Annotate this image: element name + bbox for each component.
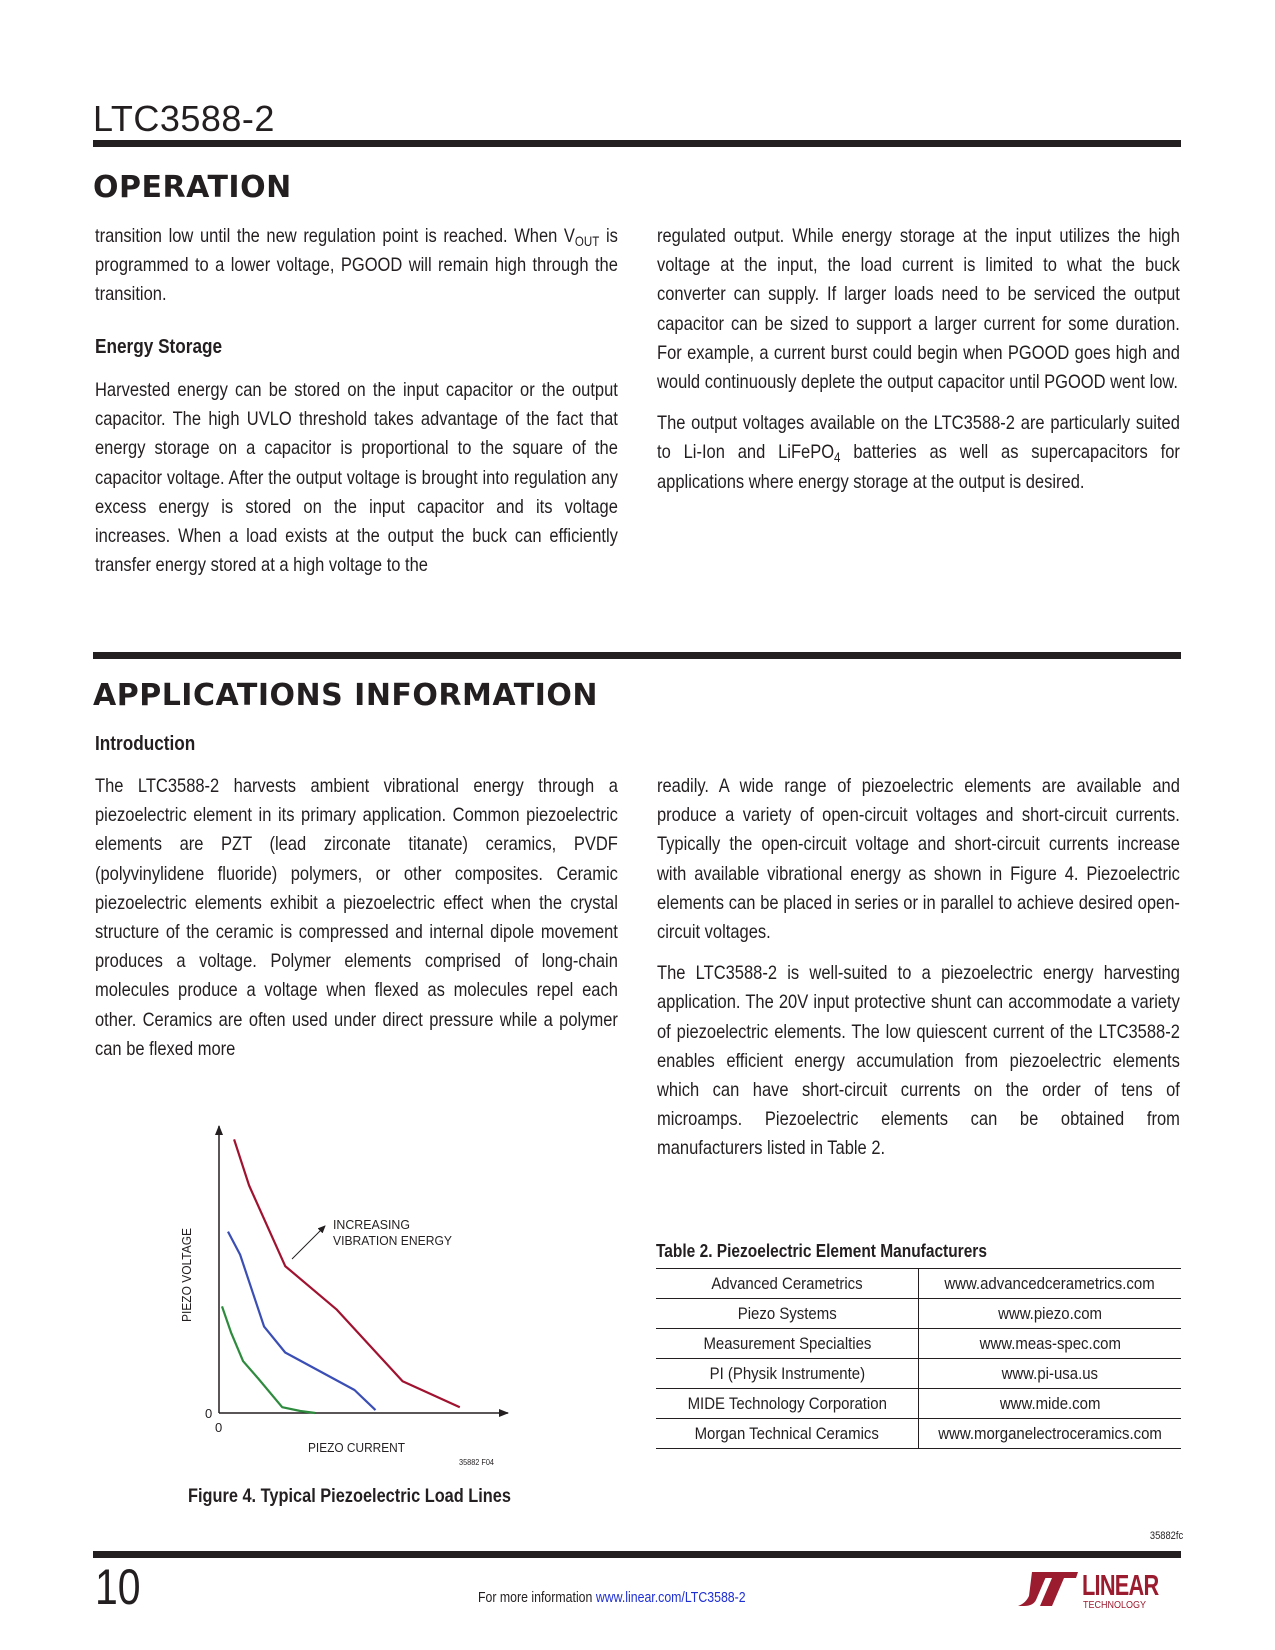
table-row [656, 1269, 1181, 1299]
manufacturer-url: www.pi-usa.us [1001, 1363, 1099, 1383]
introduction-heading: Introduction [95, 733, 196, 755]
figure-code: 35882 F04 [459, 1458, 495, 1467]
manufacturer-url: www.advancedcerametrics.com [944, 1273, 1156, 1293]
table-row [656, 1389, 1181, 1419]
applications-right-paragraph-2: The LTC3588-2 is well-suited to a piezoelectric energy harvesting application. The 20V input protective shunt can accommodate a variety of piezoelectric elements. The low quiescent current of the LTC3588-2 enables efficient energy accumulation from piezoelectric elements which can have short-circuit currents on the order of tens of microamps. Piezoelectric elements can be obtained from manufacturers listed in Table 2. [657, 963, 1180, 1160]
manufacturer-name-cell [656, 1419, 919, 1449]
increasing-energy-arrow [292, 1226, 325, 1259]
load-line-series-3 [222, 1306, 315, 1413]
more-info-text: For more information [478, 1590, 596, 1606]
annotation-line-1: INCREASING [333, 1217, 410, 1232]
y-tick-label-0: 0 [205, 1406, 213, 1421]
part-number-header: LTC3588-2 [93, 98, 275, 139]
applications-section-title: APPLICATIONS INFORMATION [93, 678, 599, 713]
manufacturer-name-cell [656, 1299, 919, 1329]
manufacturer-name: Advanced Cerametrics [711, 1273, 863, 1293]
manufacturer-name-cell [656, 1329, 919, 1359]
product-link[interactable]: www.linear.com/LTC3588-2 [595, 1590, 746, 1606]
logo-subtext: TECHNOLOGY [1083, 1600, 1147, 1611]
manufacturers-table [656, 1268, 1181, 1449]
manufacturer-name-cell [656, 1389, 919, 1419]
manufacturer-url-cell [919, 1269, 1182, 1299]
load-line-series-1 [234, 1139, 460, 1407]
manufacturer-name-cell [656, 1359, 919, 1389]
manufacturer-url: www.piezo.com [998, 1303, 1102, 1323]
manufacturer-name: Measurement Specialties [703, 1333, 871, 1353]
x-axis-label: PIEZO CURRENT [308, 1440, 406, 1455]
document-code: 35882fc [1149, 1530, 1183, 1542]
x-tick-label-0: 0 [215, 1420, 223, 1435]
y-axis-label: PIEZO VOLTAGE [179, 1219, 194, 1322]
manufacturer-name-cell [656, 1269, 919, 1299]
introduction-paragraph: The LTC3588-2 harvests ambient vibrational energy through a piezoelectric element in its primary application. Common piezoelectric elements are PZT (lead zirconate titanate) ceramics, PVDF (polyvinylidene fluoride) polymers, or other composites. Ceramic piezoelectric elements exhibit a piezoelectric effect when the crystal structure of the ceramic is compressed and internal dipole movement produces a voltage. Polymer elements comprised of long-chain molecules produce a voltage when flexed as molecules repel each other. Ceramics are often used under direct pressure while a polymer can be flexed more [95, 776, 618, 1060]
page-number: 10 [95, 1559, 141, 1615]
manufacturer-url-cell [919, 1419, 1182, 1449]
manufacturer-url: www.morganelectroceramics.com [938, 1423, 1162, 1443]
manufacturer-url-cell [919, 1389, 1182, 1419]
table-row [656, 1419, 1181, 1449]
table-row [656, 1359, 1181, 1389]
applications-right-paragraph-1: readily. A wide range of piezoelectric elements are available and produce a variety of open-circuit voltages and short-circuit currents. Typically the open-circuit voltage and short-circuit currents increase with available vibrational energy as shown in Figure 4. Piezoelectric elements can be placed in series or in parallel to achieve desired open-circuit voltages. [657, 776, 1180, 944]
manufacturer-url-cell [919, 1299, 1182, 1329]
subscript: OUT [574, 234, 600, 249]
table-caption: Table 2. Piezoelectric Element Manufacturers [656, 1241, 987, 1261]
footer-rule [93, 1551, 1181, 1558]
lt-logo-icon [1018, 1572, 1078, 1608]
manufacturer-name: Piezo Systems [737, 1303, 837, 1323]
figure-caption: Figure 4. Typical Piezoelectric Load Lines [188, 1486, 511, 1507]
manufacturer-url: www.mide.com [999, 1393, 1101, 1413]
manufacturer-name: Morgan Technical Ceramics [694, 1423, 880, 1443]
more-info-line [478, 1590, 746, 1606]
load-line-series-2 [228, 1232, 376, 1411]
table-row [656, 1299, 1181, 1329]
operation-right-paragraph-2: The output voltages available on the LTC3588-2 are particularly suited to Li-Ion and LiFePO$_4$ batteries as well as supercapacitors for applications where energy storage at the output is desired. [657, 413, 1180, 493]
linear-technology-logo [1018, 1570, 1183, 1612]
annotation-line-2: VIBRATION ENERGY [333, 1233, 453, 1248]
operation-left-paragraph: transition low until the new regulation point is reached. When $V_{OUT}$ is programmed to a lower voltage, PGOOD will remain high through the transition. [95, 226, 618, 306]
energy-storage-heading: Energy Storage [95, 336, 223, 358]
operation-right-paragraph-1: regulated output. While energy storage at the input utilizes the high voltage at the input, the load current is limited to what the buck converter can supply. If larger loads need to be serviced the output capacitor can be sized to support a larger current for some duration. For example, a current burst could begin when PGOOD goes high and would continuously deplete the output capacitor until PGOOD went low. [657, 226, 1180, 394]
manufacturer-name: PI (Physik Instrumente) [709, 1363, 865, 1383]
subscript: 4 [834, 450, 841, 466]
manufacturer-url-cell [919, 1359, 1182, 1389]
manufacturer-url-cell [919, 1329, 1182, 1359]
manufacturer-name: MIDE Technology Corporation [687, 1393, 887, 1413]
table-row [656, 1329, 1181, 1359]
energy-storage-paragraph: Harvested energy can be stored on the input capacitor or the output capacitor. The high UVLO threshold takes advantage of the fact that energy storage on a capacitor is proportional to the square of the capacitor voltage. After the output voltage is brought into regulation any excess energy is stored on the input capacitor and its voltage increases. When a load exists at the output the buck can efficiently transfer energy stored at a high voltage to the [95, 380, 618, 577]
logo-wordmark: LINEAR [1082, 1570, 1159, 1602]
manufacturer-url: www.meas-spec.com [979, 1333, 1121, 1353]
operation-section-title: OPERATION [93, 170, 292, 205]
